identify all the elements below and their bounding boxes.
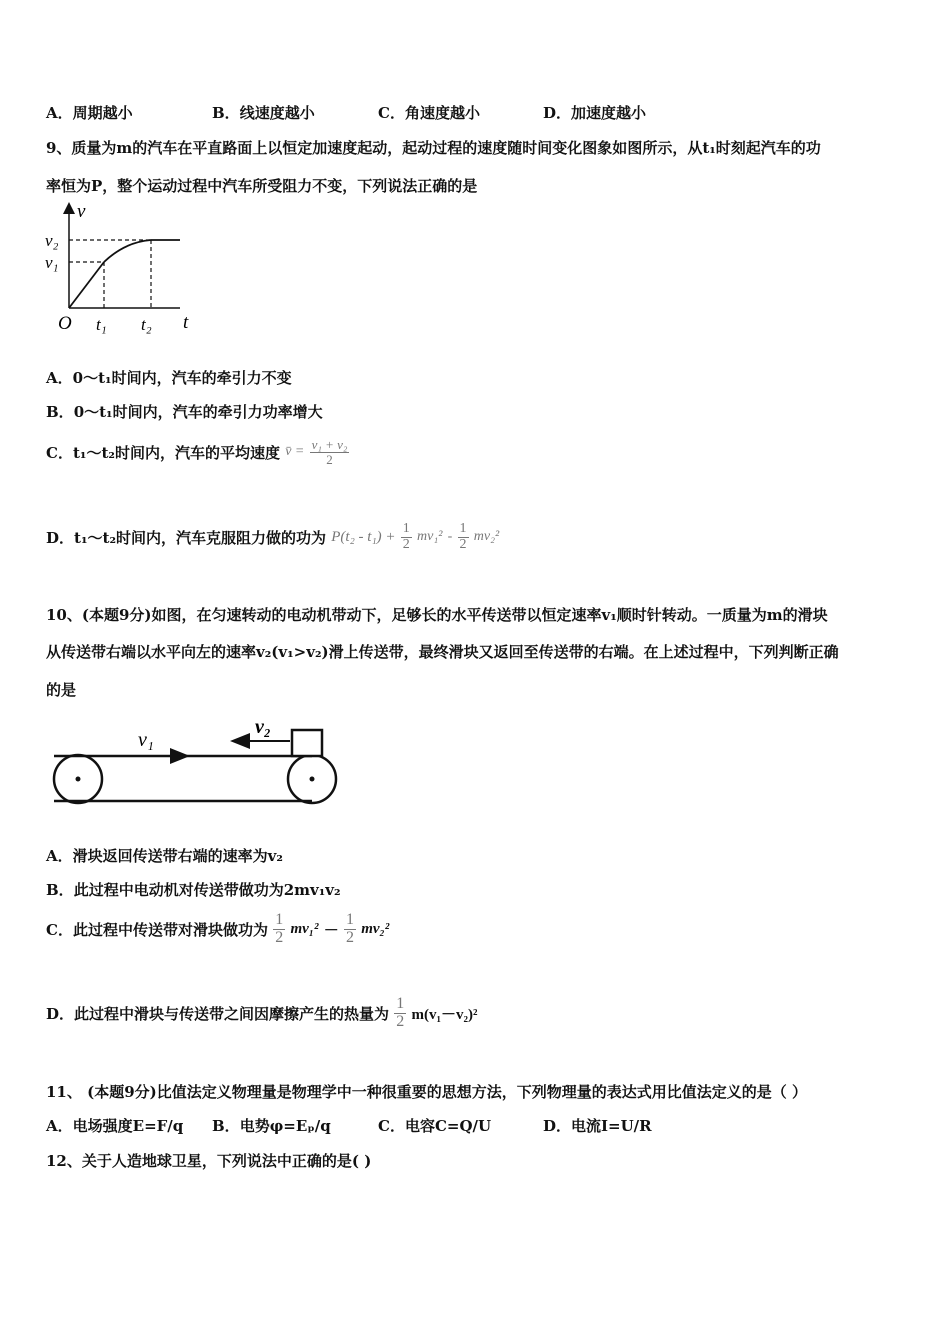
q9-stem-line2: 率恒为P，整个运动过程中汽车所受阻力不变，下列说法正确的是 (46, 177, 478, 195)
q10-option-a: A．滑块返回传送带右端的速率为v₂ (46, 847, 283, 865)
velocity-curve (104, 240, 180, 262)
half-fraction-1: $\frac{1}{2}$ (402, 521, 410, 552)
half-fraction-2: $\frac{1}{2}$ (459, 521, 467, 552)
q10-option-c: C．此过程中传送带对滑块做功为 $\frac{1}{2}$ mv₁² － $\frac{1}{2}$ mv₂² (46, 911, 390, 946)
q9-option-a: A．0～t₁时间内，汽车的牵引力不变 (46, 369, 292, 387)
q10-option-b: B．此过程中电动机对传送带做功为2mv₁v₂ (46, 881, 341, 899)
q8-option-b: B．线速度越小 (212, 104, 315, 122)
q9-option-d: D．t₁～t₂时间内，汽车克服阻力做的功为 P(t₂ - t₁) + $\frac{1}{2}$ mv₁² - $\frac{1}{2}$ mv₂² (46, 521, 500, 552)
right-pulley-axle (310, 777, 315, 782)
q10-stem-line1: 10、(本题9分)如图，在匀速转动的电动机带动下，足够长的水平传送带以恒定速率v₁顺时针转动。一质量为m的滑块 (46, 606, 828, 624)
v2-label: v₂ (255, 716, 271, 738)
half-fraction-c1: $\frac{1}{2}$ (275, 911, 284, 946)
mean-velocity-fraction: $\frac{\text{v₁ + v₂}}{2}$ (311, 437, 348, 467)
q9-vt-graph (40, 198, 200, 338)
q8-option-c: C．角速度越小 (378, 104, 480, 122)
q11-option-d: D．电流I=U/R (543, 1117, 652, 1135)
q9-stem-line1: 9、质量为m的汽车在平直路面上以恒定加速度起动，起动过程的速度随时间变化图象如图所示，从t₁时刻起汽车的功 (46, 139, 821, 157)
q11-option-b: B．电势φ=Eₚ/q (212, 1117, 331, 1135)
q10-stem-line2: 从传送带右端以水平向左的速率v₂(v₁>v₂)滑上传送带，最终滑块又返回至传送带的右端。在上述过程中，下列判断正确 (46, 643, 839, 661)
origin-label: O (58, 313, 72, 334)
q12-stem: 12、关于人造地球卫星，下列说法中正确的是( ) (46, 1152, 372, 1170)
v1-label: v₁ (138, 729, 154, 751)
q8-option-a: A．周期越小 (46, 104, 133, 122)
q10-option-d: D．此过程中滑块与传送带之间因摩擦产生的热量为 $\frac{1}{2}$ m(v₁－v₂)² (46, 995, 478, 1030)
t1-label: t₁ (96, 315, 107, 334)
q9-option-c: C．t₁～t₂时间内，汽车的平均速度 v̄ = $\frac{\text{v₁ + v₂}}{2}$ (46, 437, 348, 467)
half-fraction-c2: $\frac{1}{2}$ (345, 911, 354, 946)
q8-option-d: D．加速度越小 (543, 104, 647, 122)
q11-stem: 11、 (本题9分)比值法定义物理量是物理学中一种很重要的思想方法，下列物理量的表达式用比值法定义的是（ ） (46, 1083, 807, 1101)
q10-stem-line3: 的是 (46, 681, 77, 699)
mean-velocity-symbol: v̄ = (285, 444, 305, 460)
q9-option-b: B．0～t₁时间内，汽车的牵引力功率增大 (46, 403, 323, 421)
t2-label: t₂ (141, 315, 152, 334)
v-axis-label: v (77, 201, 86, 222)
v1-label: v₁ (45, 253, 59, 272)
accel-segment (69, 262, 104, 308)
left-pulley-axle (76, 777, 81, 782)
t-axis-label: t (183, 312, 189, 333)
q11-option-a: A．电场强度E=F/q (46, 1117, 184, 1135)
q11-option-c: C．电容C=Q/U (378, 1117, 492, 1135)
v2-label: v₂ (45, 231, 59, 250)
slider-block (292, 730, 322, 756)
half-fraction-d: $\frac{1}{2}$ (396, 995, 405, 1030)
q10-conveyor-figure (40, 712, 340, 812)
